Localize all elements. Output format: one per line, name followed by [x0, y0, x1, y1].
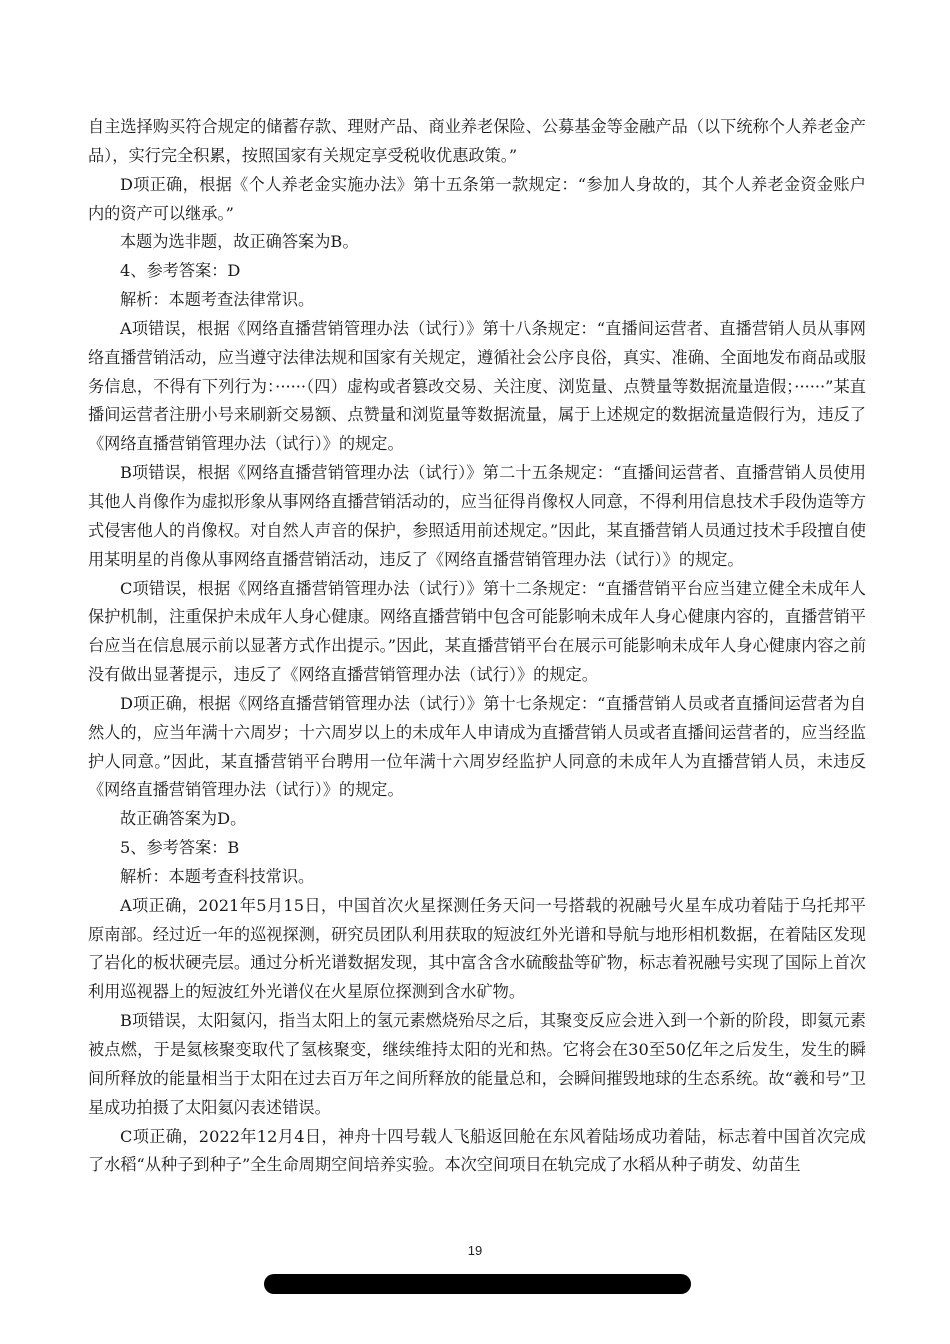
paragraph: D项正确，根据《网络直播营销管理办法（试行）》第十七条规定：“直播营销人员或者直播间运营者为自然人的，应当年满十六周岁；十六周岁以上的未成年人申请成为直播营销人员或者直播间运营者的，应当经监护人同意。”因此，某直播营销平台聘用一位年满十六周岁经监护人同意的未成年人为直播营销人员，未违反《网络直播营销管理办法（试行）》的规定。 [88, 693, 866, 800]
paragraph: 故正确答案为D。 [120, 809, 247, 829]
paragraph: 4、参考答案：D [120, 261, 241, 281]
paragraph: C项错误，根据《网络直播营销管理办法（试行）》第十二条规定：“直播营销平台应当建立健全未成年人保护机制，注重保护未成年人身心健康。网络直播营销中包含可能影响未成年人身心健康内容的，直播营销平台应当在信息展示前以显著方式作出提示。”因此，某直播营销平台在展示可能影响未成年人身心健康内容之前没有做出显著提示，违反了《网络直播营销管理办法（试行）》的规定。 [88, 578, 866, 685]
redaction-bar [264, 1274, 691, 1294]
paragraph: 解析：本题考查法律常识。 [120, 290, 315, 310]
paragraph: A项错误，根据《网络直播营销管理办法（试行）》第十八条规定：“直播间运营者、直播营销人员从事网络直播营销活动，应当遵守法律法规和国家有关规定，遵循社会公序良俗，真实、准确、全面地发布商品或服务信息，不得有下列行为：······（四）虚构或者篡改交易、关注度、浏览量、点赞量等数据流量造假；······”某直播间运营者注册小号来刷新交易额、点赞量和浏览量等数据流量，属于上述规定的数据流量造假行为，违反了《网络直播营销管理办法（试行）》的规定。 [88, 318, 866, 454]
paragraph: C项正确，2022年12月4日，神舟十四号载人飞船返回舱在东风着陆场成功着陆，标志着中国首次完成了水稻“从种子到种子”全生命周期空间培养实验。本次空间项目在轨完成了水稻从种子萌发、幼苗生 [88, 1126, 866, 1175]
paragraph: 自主选择购买符合规定的储蓄存款、理财产品、商业养老保险、公募基金等金融产品（以下统称个人养老金产品），实行完全积累，按照国家有关规定享受税收优惠政策。” [88, 117, 866, 165]
page-number: 19 [467, 1243, 483, 1258]
paragraph: B项错误，太阳氦闪，指当太阳上的氢元素燃烧殆尽之后，其聚变反应会进入到一个新的阶段，即氦元素被点燃，于是氦核聚变取代了氢核聚变，继续维持太阳的光和热。它将会在30至50亿年之后发生，发生的瞬间所释放的能量相当于太阳在过去百万年之间所释放的能量总和，会瞬间摧毁地球的生态系统。故“羲和号”卫星成功拍摄了太阳氦闪表述错误。 [88, 1011, 866, 1117]
paragraph: 5、参考答案：B [120, 838, 240, 858]
paragraph: 本题为选非题，故正确答案为B。 [120, 232, 359, 252]
document-body [88, 113, 866, 1180]
paragraph: A项正确，2021年5月15日，中国首次火星探测任务天问一号搭载的祝融号火星车成功着陆于乌托邦平原南部。经过近一年的巡视探测，研究员团队利用获取的短波红外光谱和导航与地形相机数据，在着陆区发现了岩化的板状硬壳层。通过分析光谱数据发现，其中富含含水硫酸盐等矿物，标志着祝融号实现了国际上首次利用巡视器上的短波红外光谱仪在火星原位探测到含水矿物。 [88, 895, 866, 1002]
paragraph: 解析：本题考查科技常识。 [120, 866, 315, 886]
paragraph: D项正确，根据《个人养老金实施办法》第十五条第一款规定：“参加人身故的，其个人养老金资金账户内的资产可以继承。” [88, 174, 866, 223]
paragraph: B项错误，根据《网络直播营销管理办法（试行）》第二十五条规定：“直播间运营者、直播营销人员使用其他人肖像作为虚拟形象从事网络直播营销活动的，应当征得肖像权人同意，不得利用信息技术手段伪造等方式侵害他人的肖像权。对自然人声音的保护，参照适用前述规定。”因此，某直播营销人员通过技术手段擅自使用某明星的肖像从事网络直播营销活动，违反了《网络直播营销管理办法（试行）》的规定。 [88, 463, 866, 569]
